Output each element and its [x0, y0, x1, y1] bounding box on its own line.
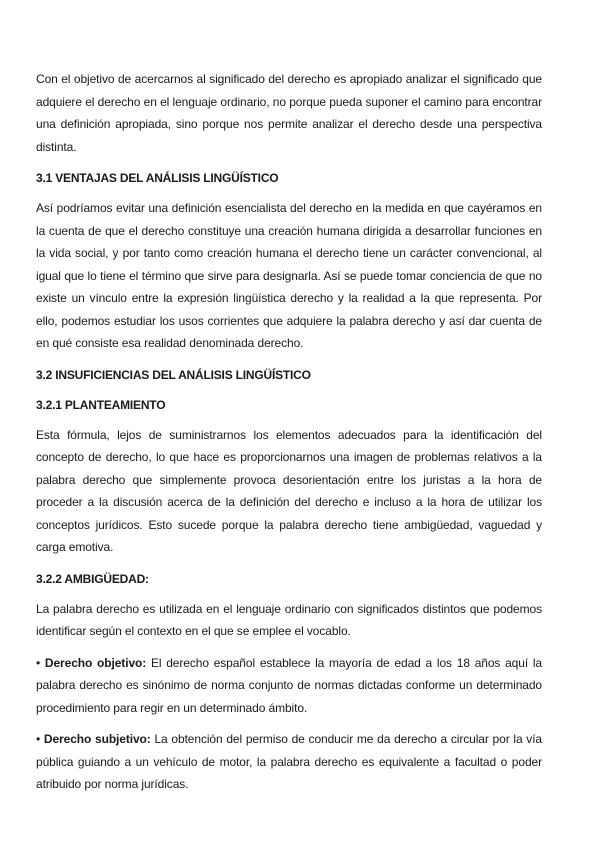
heading-insuficiencias: 3.2 INSUFICIENCIAS DEL ANÁLISIS LINGÜÍSTICO: [36, 367, 311, 382]
heading-ventajas: 3.1 VENTAJAS DEL ANÁLISIS LINGÜÍSTICO: [36, 171, 279, 185]
bullet-term: Derecho subjetivo:: [43, 732, 151, 746]
bullet-derecho-subjetivo: [36, 728, 542, 796]
bullet-derecho-objetivo: [36, 652, 542, 720]
ambiguedad-paragraph: La palabra derecho es utilizada en el lenguaje ordinario con significados distintos que podemos identificar según el contexto en el que se emplee el vocablo.: [36, 601, 542, 638]
bullet-marker: •: [36, 655, 41, 670]
document-body: [36, 68, 542, 805]
bullet-marker: •: [36, 732, 41, 746]
heading-planteamiento: 3.2.1 PLANTEAMIENTO: [36, 397, 166, 412]
ventajas-paragraph: Así podríamos evitar una definición esencialista del derecho en la medida en que cayéramos en la cuenta de que el derecho constituye una creación humana dirigida a desarrollar funciones en la vida social, y por tanto como creación humana el derecho tiene un carácter convencional, al igual que lo tiene el término que sirve para designarla. Así se puede tomar conciencia de que no existe un vínculo entre la expresión lingüística derecho y la realidad a la que representa. Por ello, podemos estudiar los usos corrientes que adquiere la palabra derecho y así dar cuenta de en qué consiste esa realidad denominada derecho.: [36, 201, 542, 350]
planteamiento-paragraph: Esta fórmula, lejos de suministrarnos los elementos adecuados para la identificación del concepto de derecho, lo que hace es proporcionarnos una imagen de problemas relativos a la palabra derecho que simplemente provoca desorientación entre los juristas a la hora de proceder a la discusión acerca de la definición del derecho e incluso a la hora de utilizar los conceptos jurídicos. Esto sucede porque la palabra derecho tiene ambigüedad, vaguedad y carga emotiva.: [36, 427, 542, 554]
bullet-term: Derecho objetivo:: [44, 655, 147, 670]
bullet-text: El derecho español establece la mayoría de edad a los 18 años aquí la palabra derecho es sinónimo de norma conjunto de normas dictadas conforme un determinado procedimiento para regir en un determinado ámbito.: [36, 655, 543, 715]
heading-ambiguedad: 3.2.2 AMBIGÜEDAD:: [36, 571, 149, 586]
intro-paragraph: Con el objetivo de acercarnos al significado del derecho es apropiado analizar el significado que adquiere el derecho en el lenguaje ordinario, no porque pueda suponer el camino para encontrar una definición apropiada, sino porque nos permite analizar el derecho desde una perspectiva distinta.: [36, 72, 542, 154]
bullet-text: La obtención del permiso de conducir me da derecho a circular por la vía pública guiando a un vehículo de motor, la palabra derecho es equivalente a facultad o poder atribuido por norma jurídicas.: [36, 732, 543, 791]
